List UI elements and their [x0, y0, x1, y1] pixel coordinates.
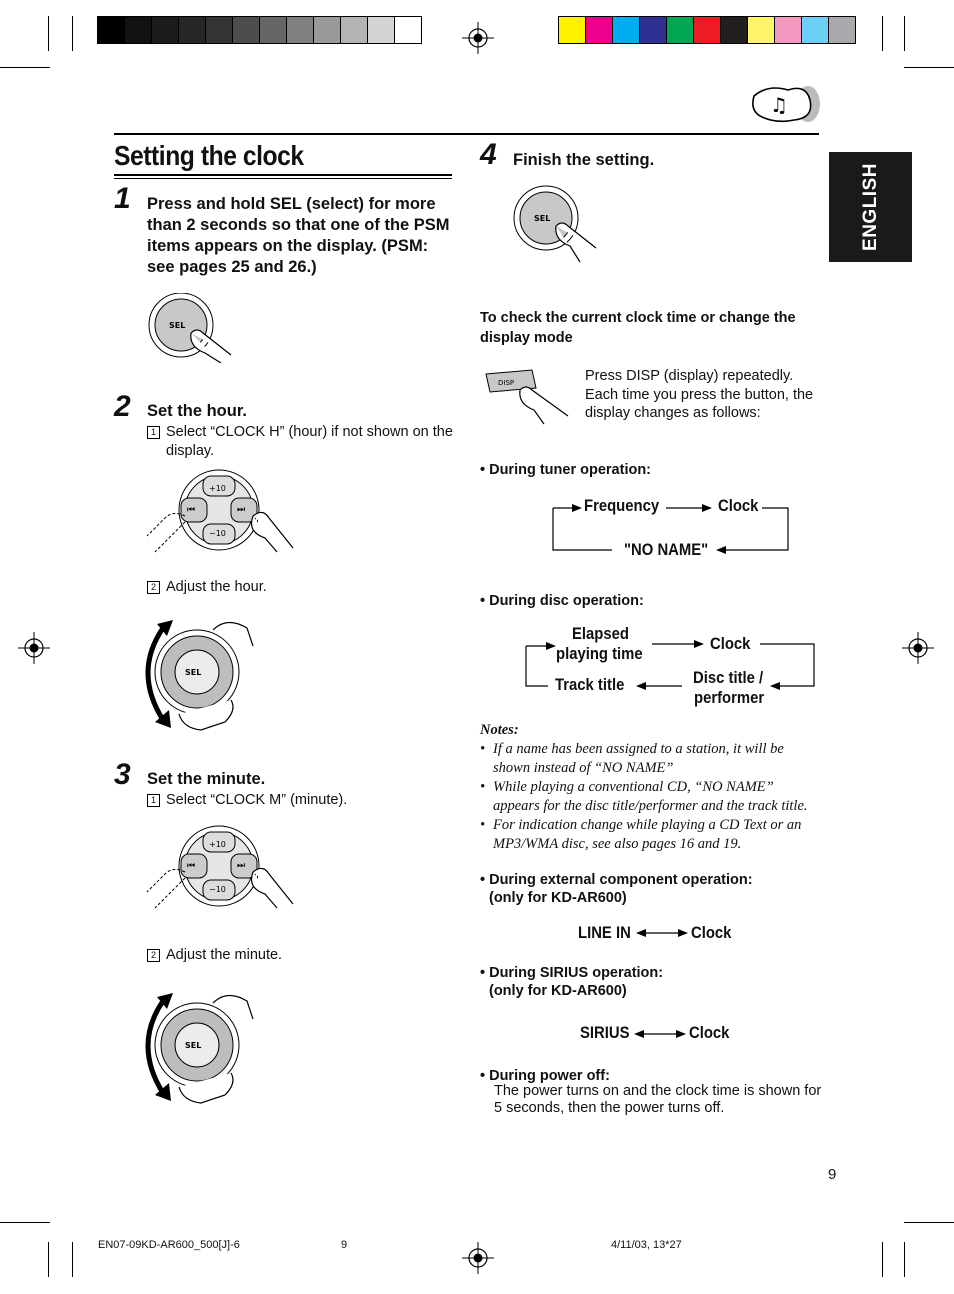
notes-list	[480, 740, 820, 854]
disc-label: • During disc operation:	[480, 593, 644, 609]
note-text: For indication change while playing a CD Text or an MP3/WMA disc, see also pages 16 and 19.	[493, 817, 802, 852]
page-title: Setting the clock	[114, 140, 304, 171]
plus10-label: +10	[209, 840, 226, 849]
double-arrow-icon	[636, 926, 688, 940]
check-clock-body: Press DISP (display) repeatedly. Each time you press the button, the display changes as follows:	[585, 368, 814, 421]
power-off-label: • During power off:	[480, 1068, 610, 1084]
footer-page: 9	[341, 1239, 348, 1251]
step-3-substep-1	[147, 791, 347, 810]
notes-title: Notes:	[480, 722, 519, 738]
double-arrow-icon	[634, 1027, 686, 1041]
calibration-swatch	[640, 17, 667, 43]
crop-mark	[904, 1242, 905, 1277]
calibration-swatch	[586, 17, 613, 43]
svg-text:♫: ♫	[770, 93, 788, 117]
power-off-text: The power turns on and the clock time is shown for 5 seconds, then the power turns off.	[494, 1083, 822, 1116]
disp-label: DISP	[498, 379, 515, 387]
crop-mark	[904, 1222, 954, 1223]
sirius-clock: Clock	[689, 1024, 730, 1042]
tuner-no-name: "NO NAME"	[624, 541, 709, 559]
sirius-sirius: SIRIUS	[580, 1024, 630, 1042]
rotary-dial-turn-icon	[143, 610, 255, 738]
calibration-swatch	[802, 17, 829, 43]
title-underline	[114, 174, 452, 176]
disc-title-line1: Disc title /	[693, 669, 764, 687]
calibration-swatch	[829, 17, 855, 43]
crop-mark	[72, 16, 73, 51]
substep-number-box: 1	[147, 794, 160, 807]
calibration-swatch	[559, 17, 586, 43]
crop-mark	[0, 1222, 50, 1223]
external-label: • During external component operation:	[480, 872, 753, 888]
calibration-swatch	[260, 17, 287, 43]
calibration-swatch	[287, 17, 314, 43]
rotary-dial-turn-icon	[143, 983, 255, 1111]
substep-text: Select “CLOCK H” (hour) if not shown on the display.	[166, 424, 453, 459]
calibration-swatch	[233, 17, 260, 43]
minus10-label: −10	[209, 529, 226, 538]
calibration-swatch	[179, 17, 206, 43]
calibration-swatch	[694, 17, 721, 43]
color-calibration-bar	[558, 16, 856, 44]
svg-text:⏭: ⏭	[237, 861, 246, 871]
calibration-swatch	[98, 17, 125, 43]
external-note: (only for KD-AR600)	[489, 890, 627, 906]
skip-buttons-press-icon	[145, 822, 295, 912]
step-3-instruction: Set the minute.	[147, 770, 266, 788]
step-3-number: 3	[114, 758, 131, 791]
calibration-swatch	[341, 17, 368, 43]
note-item: • While playing a conventional CD, “NO NAME” appears for the disc title/performer and the track title.	[480, 779, 808, 814]
disp-button-press-icon	[482, 366, 572, 426]
crop-mark	[48, 1242, 49, 1277]
substep-number-box: 1	[147, 426, 160, 439]
registration-target-icon	[18, 632, 50, 664]
sirius-note: (only for KD-AR600)	[489, 983, 627, 999]
sel-label: SEL	[185, 1041, 202, 1050]
note-item: • If a name has been assigned to a station, it will be shown instead of “NO NAME”	[480, 741, 784, 776]
svg-text:⏭: ⏭	[237, 505, 246, 515]
tuner-clock: Clock	[718, 497, 759, 515]
calibration-swatch	[125, 17, 152, 43]
minus10-label: −10	[209, 885, 226, 894]
sel-label: SEL	[169, 321, 186, 330]
language-tab	[829, 152, 912, 262]
skip-buttons-press-icon	[145, 466, 295, 556]
calibration-swatch	[748, 17, 775, 43]
registration-target-icon	[462, 22, 494, 54]
step-4-number: 4	[480, 138, 497, 171]
crop-mark	[882, 1242, 883, 1277]
crop-mark	[904, 67, 954, 68]
step-2-number: 2	[114, 390, 131, 423]
calibration-swatch	[206, 17, 233, 43]
disc-title-line2: performer	[694, 689, 765, 707]
registration-target-icon	[462, 1242, 494, 1274]
calibration-swatch	[775, 17, 802, 43]
language-tab-label: ENGLISH	[859, 163, 881, 251]
step-1-instruction: Press and hold SEL (select) for more than 2 seconds so that one of the PSM items appears on the display. (PSM: see pages 25 and 26.)	[147, 195, 450, 276]
tuner-label: • During tuner operation:	[480, 462, 652, 478]
substep-number-box: 2	[147, 949, 160, 962]
disc-elapsed-line1: Elapsed	[572, 625, 629, 643]
calibration-swatch	[667, 17, 694, 43]
music-note-logo-icon	[748, 82, 822, 126]
note-text: If a name has been assigned to a station, it will be shown instead of “NO NAME”	[493, 741, 784, 776]
calibration-swatch	[721, 17, 748, 43]
svg-text:⏮: ⏮	[187, 505, 196, 515]
substep-number-box: 2	[147, 581, 160, 594]
sel-label: SEL	[185, 668, 202, 677]
footer-code: EN07-09KD-AR600_500[J]-6	[98, 1239, 240, 1251]
footer-date: 4/11/03, 13*27	[611, 1239, 682, 1251]
registration-target-icon	[902, 632, 934, 664]
step-2-substep-2	[147, 578, 267, 597]
sel-button-press-icon	[145, 293, 237, 363]
step-4-instruction: Finish the setting.	[513, 151, 655, 169]
step-1-number: 1	[114, 182, 131, 215]
step-2-instruction: Set the hour.	[147, 402, 247, 420]
calibration-swatch	[368, 17, 395, 43]
grayscale-calibration-bar	[97, 16, 422, 44]
crop-mark	[72, 1242, 73, 1277]
disc-clock: Clock	[710, 635, 751, 653]
note-item: • For indication change while playing a CD Text or an MP3/WMA disc, see also pages 16 and 19.	[480, 817, 802, 852]
external-line-in: LINE IN	[578, 924, 631, 942]
sel-button-press-icon	[510, 184, 602, 264]
substep-text: Adjust the hour.	[166, 579, 267, 595]
sel-label: SEL	[534, 214, 551, 223]
disc-track-title: Track title	[555, 676, 625, 694]
calibration-swatch	[152, 17, 179, 43]
substep-text: Select “CLOCK M” (minute).	[166, 792, 348, 808]
top-rule	[114, 133, 819, 135]
tuner-frequency: Frequency	[584, 497, 660, 515]
note-text: While playing a conventional CD, “NO NAME” appears for the disc title/performer and the track title.	[493, 779, 808, 814]
check-clock-heading: To check the current clock time or change the display mode	[480, 310, 796, 346]
crop-mark	[904, 16, 905, 51]
title-underline	[114, 178, 452, 179]
calibration-swatch	[613, 17, 640, 43]
disc-elapsed-line2: playing time	[556, 645, 643, 663]
crop-mark	[0, 67, 50, 68]
sirius-label: • During SIRIUS operation:	[480, 965, 664, 981]
page-number: 9	[828, 1166, 837, 1183]
svg-text:⏮: ⏮	[187, 861, 196, 871]
step-3-substep-2	[147, 946, 282, 965]
step-2-substep-1	[147, 423, 453, 459]
calibration-swatch	[314, 17, 341, 43]
substep-text: Adjust the minute.	[166, 947, 283, 963]
crop-mark	[882, 16, 883, 51]
external-clock: Clock	[691, 924, 732, 942]
plus10-label: +10	[209, 484, 226, 493]
crop-mark	[48, 16, 49, 51]
calibration-swatch	[395, 17, 421, 43]
